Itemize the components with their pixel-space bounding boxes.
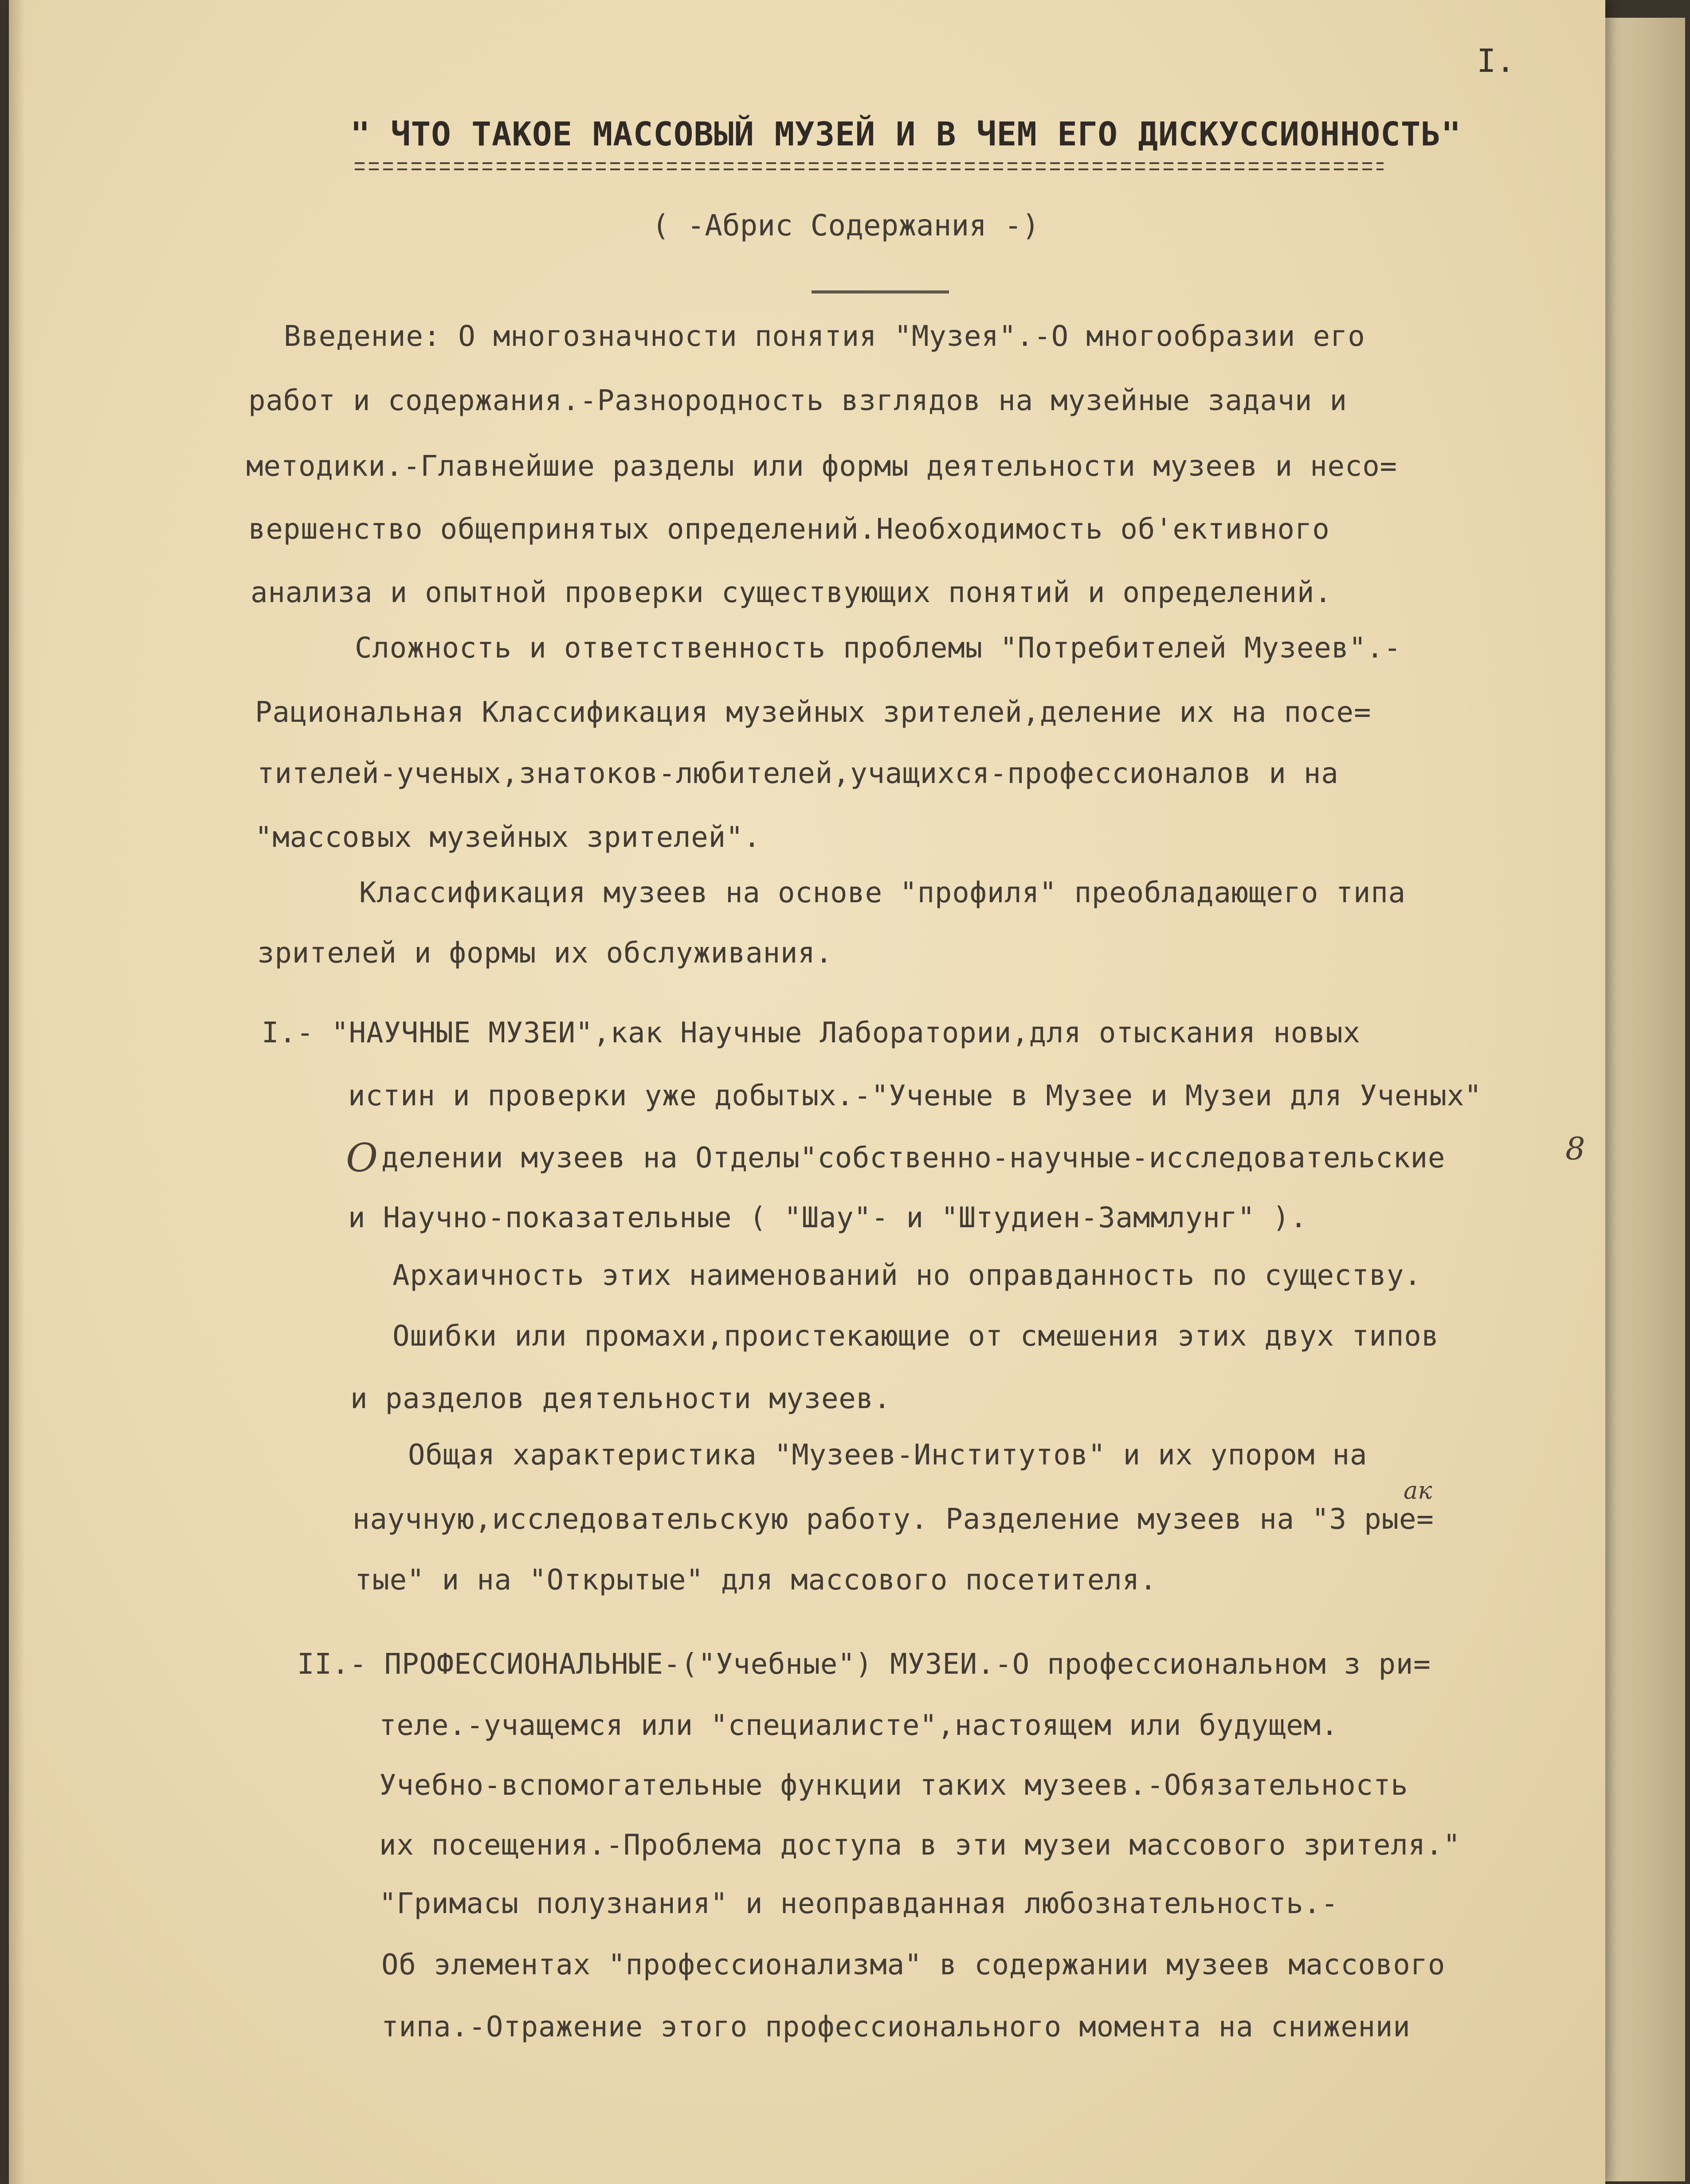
- title-double-underline: [355, 160, 1384, 177]
- text-line: "массовых музейных зрителей".: [255, 821, 761, 854]
- handwritten-mark: ак: [1404, 1476, 1432, 1504]
- text-line: и Научно-показательные ( "Шау"- и "Штудиен-Заммлунг" ).: [348, 1202, 1308, 1234]
- text-line: Ошибки или промахи,проистекающие от смешения этих двух типов: [392, 1320, 1439, 1353]
- text-line: вершенство общепринятых определений.Необходимость об'ективного: [248, 513, 1330, 546]
- text-line: Архаичность этих наименований но оправданность по существу.: [392, 1259, 1422, 1292]
- text-line: научную,исследовательскую работу. Разделение музеев на "З рые=: [353, 1503, 1434, 1536]
- text-line: методики.-Главнейшие разделы или формы деятельности музеев и несо=: [246, 450, 1397, 483]
- handwritten-mark: 8: [1565, 1131, 1585, 1167]
- text-line: Учебно-вспомогательные функции таких музеев.-Обязательность: [379, 1769, 1408, 1802]
- text-line: делении музеев на Отделы"собственно-научные-исследовательские: [381, 1142, 1446, 1174]
- text-line: теле.-учащемся или "специалисте",настоящем или будущем.: [379, 1709, 1339, 1742]
- text-line: истин и проверки уже добытых.-"Ученые в Музее и Музеи для Ученых": [348, 1080, 1482, 1112]
- text-line: тителей-ученых,знатоков-любителей,учащихся-профессионалов и на: [257, 757, 1339, 790]
- text-line: Сложность и ответственность проблемы "Потребителей Музеев".-: [355, 632, 1401, 665]
- text-line: и разделов деятельности музеев.: [350, 1382, 891, 1415]
- text-line: "Гримасы полузнания" и неоправданная любознательность.-: [379, 1887, 1339, 1920]
- text-line: их посещения.-Проблема доступа в эти музеи массового зрителя.": [379, 1829, 1461, 1862]
- document-title: " ЧТО ТАКОЕ МАССОВЫЙ МУЗЕЙ И В ЧЕМ ЕГО ДИСКУССИОННОСТЬ": [350, 115, 1462, 153]
- text-line: Введение: О многозначности понятия "Музея".-О многообразии его: [284, 320, 1365, 353]
- text-line: работ и содержания.-Разнородность взглядов на музейные задачи и: [248, 384, 1347, 417]
- section-heading-ii: II.- ПРОФЕССИОНАЛЬНЫЕ-("Учебные") МУЗЕИ.-О профессиональном з ри=: [297, 1648, 1431, 1681]
- text-line: Рациональная Классификация музейных зрителей,деление их на посе=: [255, 696, 1372, 729]
- handwritten-mark: О: [346, 1135, 378, 1181]
- text-line: Классификация музеев на основе "профиля" преобладающего типа: [359, 877, 1406, 909]
- section-heading-i: I.- "НАУЧНЫЕ МУЗЕИ",как Научные Лаборатории,для отыскания новых: [262, 1017, 1361, 1049]
- document-subtitle: ( -Абрис Содержания -): [652, 208, 1040, 243]
- text-line: Об элементах "профессионализма" в содержании музеев массового: [381, 1949, 1446, 1981]
- text-line: зрителей и формы их обслуживания.: [257, 937, 833, 970]
- text-line: Общая характеристика "Музеев-Институтов" и их упором на: [408, 1439, 1368, 1472]
- section-divider: [812, 290, 949, 294]
- page-number: I.: [1477, 42, 1515, 79]
- text-line: типа.-Отражение этого профессионального момента на снижении: [381, 2011, 1411, 2043]
- text-line: тые" и на "Открытые" для массового посетителя.: [355, 1564, 1157, 1597]
- text-line: анализа и опытной проверки существующих понятий и определений.: [251, 576, 1332, 609]
